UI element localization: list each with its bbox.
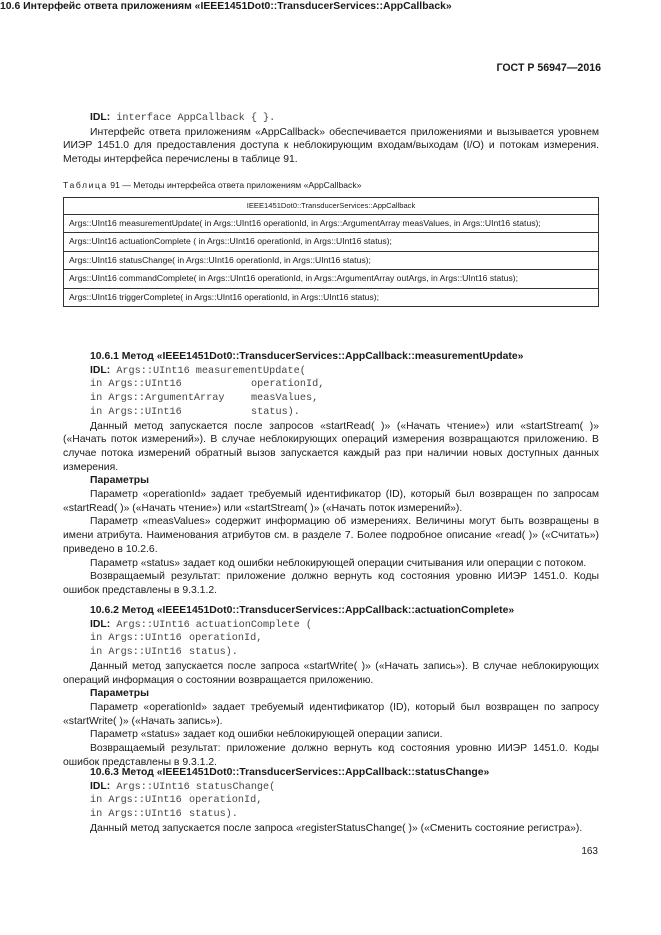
paragraph: Параметр «measValues» содержит информацию об измерениях. Величины могут быть возвращены в имени атрибута. Наименования атрибутов см. в разделе 7. Более подробное описание «read( )» («Считать») приведено в 10.2.6. — [63, 516, 599, 555]
section-title-10-6-3: 10.6.3 Метод «IEEE1451Dot0::TransducerServices::AppCallback::statusChange» — [90, 767, 490, 778]
idl-param — [63, 646, 599, 660]
paragraph: Параметр «status» задает код ошибки неблокирующей операции записи. — [90, 729, 443, 741]
paragraph: Возвращаемый результат: приложение должно вернуть код состояния уровню ИИЭР 1451.0. Коды ошибок представлены в 9.3.1.2. — [63, 571, 599, 596]
caption-prefix: Таблица — [63, 180, 108, 190]
table-caption — [63, 179, 361, 193]
paragraph: Данный метод запускается после запроса «startWrite( )» («Начать запись»). В случае неблокирующих операций информация о состоянии возвращается приложению. — [63, 660, 599, 686]
paragraph: Возвращаемый результат: приложение должно вернуть код состояния уровню ИИЭР 1451.0. Коды ошибок представлены в 9.3.1.2. — [63, 743, 599, 768]
idl-line — [63, 618, 599, 633]
param-name: operationId, — [189, 795, 263, 807]
idl-label: IDL: — [90, 364, 111, 376]
idl-code: Args::UInt16 measurementUpdate( — [110, 365, 306, 377]
params-heading: Параметры — [90, 688, 150, 700]
idl-param — [63, 632, 599, 646]
table-row: Args::UInt16 statusChange( in Args::UInt16 operationId, in Args::UInt16 status); — [64, 251, 599, 270]
standard-code: ГОСТ Р 56947—2016 — [496, 62, 601, 74]
page-number: 163 — [581, 846, 598, 857]
idl-line — [63, 364, 599, 379]
section-10-6-body — [63, 111, 599, 167]
idl-param — [63, 406, 599, 420]
caption-text: 91 — Методы интерфейса ответа приложениям «AppCallback» — [107, 180, 362, 190]
idl-code: Args::UInt16 actuationComplete ( — [110, 619, 312, 631]
idl-label: IDL: — [90, 618, 111, 630]
param-type: in Args::UInt16 — [90, 379, 182, 391]
idl-param — [63, 808, 599, 822]
param-type: in Args::UInt16 — [90, 647, 182, 659]
paragraph: Параметр «status» задает код ошибки неблокирующей операции считывания или операции с потоком. — [90, 557, 587, 569]
param-type: in Args::UInt16 — [90, 809, 182, 821]
idl-label: IDL: — [90, 112, 111, 123]
idl-param — [63, 794, 599, 808]
idl-code: Args::UInt16 statusChange( — [110, 781, 276, 793]
section-title-10-6-1: 10.6.1 Метод «IEEE1451Dot0::TransducerServices::AppCallback::measurementUpdate» — [90, 351, 524, 362]
paragraph: Данный метод запускается после запроса «registerStatusChange( )» («Сменить состояние регистра»). — [90, 822, 583, 834]
idl-code: interface AppCallback { }. — [110, 113, 276, 124]
table-row: Args::UInt16 triggerComplete( in Args::UInt16 operationId, in Args::UInt16 status); — [64, 288, 599, 307]
paragraph: Данный метод запускается после запросов «startRead( )» («Начать чтение») или «startStream( )» («Начать поток измерений»). В случае неблокирующих операций измерения возвращаются приложению. В случае потока измерений обратный вызов запускается каждый раз при наличии новых доступных данных измерения. — [63, 420, 599, 473]
param-type: in Args::UInt16 — [90, 795, 182, 807]
param-name: status). — [251, 406, 300, 418]
idl-line — [63, 111, 599, 126]
methods-table — [63, 197, 599, 307]
param-type: in Args::UInt16 — [90, 633, 182, 645]
idl-param — [63, 378, 599, 392]
paragraph: Параметр «operationId» задает требуемый идентификатор (ID), который был возвращен по запросу «startWrite( )» («Начать запись»). — [63, 701, 599, 727]
param-name: operationId, — [189, 633, 263, 645]
idl-param — [63, 392, 599, 406]
table-row: Args::UInt16 commandComplete( in Args::UInt16 operationId, in Args::ArgumentArray outArgs, in Args::UInt16 status); — [64, 270, 599, 289]
idl-label: IDL: — [90, 780, 111, 792]
param-type: in Args::ArgumentArray — [90, 393, 225, 405]
param-name: operationId, — [251, 379, 325, 391]
table-row: Args::UInt16 actuationComplete ( in Args::UInt16 operationId, in Args::UInt16 status); — [64, 233, 599, 252]
section-title-10-6-2: 10.6.2 Метод «IEEE1451Dot0::TransducerServices::AppCallback::actuationComplete» — [90, 605, 515, 616]
section-title-10-6: 10.6 Интерфейс ответа приложениям «IEEE1451Dot0::TransducerServices::AppCallback» — [0, 1, 452, 12]
section-10-6-3 — [63, 766, 599, 836]
table-row: Args::UInt16 measurementUpdate( in Args::UInt16 operationId, in Args::ArgumentArray measValues, in Args::UInt16 status); — [64, 214, 599, 233]
table-header: IEEE1451Dot0::TransducerServices::AppCallback — [64, 198, 599, 215]
section-10-6-2 — [63, 604, 599, 769]
param-name: measValues, — [251, 393, 319, 405]
params-heading: Параметры — [90, 475, 150, 487]
idl-line — [63, 780, 599, 795]
section-10-6-1 — [63, 350, 599, 598]
param-type: in Args::UInt16 — [90, 406, 182, 418]
intro-paragraph: Интерфейс ответа приложениям «AppCallback» обеспечивается приложениями и вызывается уровнем ИИЭР 1451.0 для предоставления доступа к неблокирующим входам/выходам (I/O) и потокам измерения. Методы интерфейса перечислены в таблице 91. — [63, 126, 599, 166]
param-name: status). — [189, 809, 238, 821]
param-name: status). — [189, 647, 238, 659]
paragraph: Параметр «operationId» задает требуемый идентификатор (ID), который был возвращен по запросам «startRead( )» («Начать чтение») или «startStream( )» («Начать поток измерений»). — [63, 489, 599, 514]
